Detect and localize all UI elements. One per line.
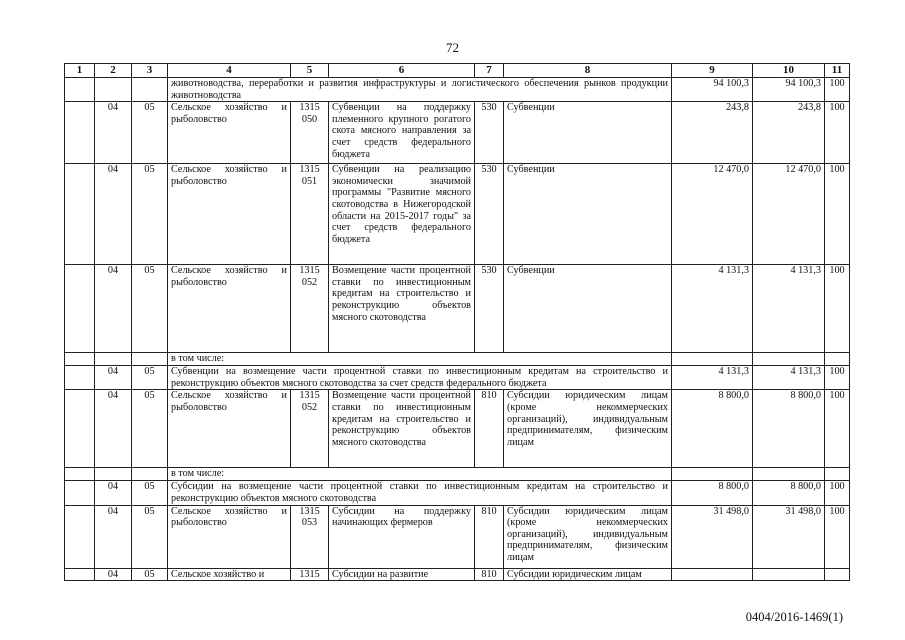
cell-section: 04 xyxy=(95,366,132,390)
cell-percent: 100 xyxy=(825,265,850,353)
table-row-continuation xyxy=(65,78,850,102)
cell-subsection: 05 xyxy=(132,505,168,568)
cell-percent: 100 xyxy=(825,505,850,568)
cell-amount-planned: 4 131,3 xyxy=(672,366,753,390)
cell-expense-name: Субвенции xyxy=(504,164,672,265)
column-header: 4 xyxy=(168,64,291,78)
cell-amount-actual: 8 800,0 xyxy=(753,390,825,468)
table-row xyxy=(65,265,850,353)
cell-empty xyxy=(753,353,825,366)
cell-expense-name: Субсидии юридическим лицам (кроме некоммерческих организаций), индивидуальным предпринимателям, физическим лицам xyxy=(504,505,672,568)
cell-amount-actual: 8 800,0 xyxy=(753,481,825,505)
cell-amount-planned: 8 800,0 xyxy=(672,481,753,505)
cell-expense-type: 810 xyxy=(475,568,504,581)
cell-section: 04 xyxy=(95,265,132,353)
cell-amount-actual: 4 131,3 xyxy=(753,366,825,390)
table-row-label xyxy=(65,468,850,481)
cell-expense-type: 810 xyxy=(475,505,504,568)
table-row xyxy=(65,102,850,164)
cell-amount-actual: 4 131,3 xyxy=(753,265,825,353)
cell-section-name: Сельское хозяйство и рыболовство xyxy=(168,164,291,265)
cell-target-code: 1315 053 xyxy=(291,505,329,568)
cell-amount-planned: 8 800,0 xyxy=(672,390,753,468)
document-code: 0404/2016-1469(1) xyxy=(745,610,843,624)
cell-percent: 100 xyxy=(825,481,850,505)
cell-percent: 100 xyxy=(825,390,850,468)
cell-expense-name: Субвенции xyxy=(504,265,672,353)
cell-expense-name: Субвенции xyxy=(504,102,672,164)
cell-empty xyxy=(132,78,168,102)
cell-description: Возмещение части процентной ставки по инвестиционным кредитам на строительство и реконструкцию объектов мясного скотоводства xyxy=(329,265,475,353)
cell-section-name: Сельское хозяйство и рыболовство xyxy=(168,390,291,468)
cell-subsection: 05 xyxy=(132,568,168,581)
cell-empty xyxy=(65,78,95,102)
cell-percent: 100 xyxy=(825,164,850,265)
page-number: 72 xyxy=(446,40,459,55)
cell-percent xyxy=(825,568,850,581)
column-header: 1 xyxy=(65,64,95,78)
cell-amount-planned: 94 100,3 xyxy=(672,78,753,102)
cell-description: Субсидии на развитие xyxy=(329,568,475,581)
cell-section-name: Сельское хозяйство и рыболовство xyxy=(168,505,291,568)
cell-expense-name: Субсидии юридическим лицам xyxy=(504,568,672,581)
cell-empty xyxy=(65,366,95,390)
cell-empty xyxy=(672,353,753,366)
cell-percent: 100 xyxy=(825,102,850,164)
cell-amount-actual: 94 100,3 xyxy=(753,78,825,102)
cell-empty xyxy=(95,78,132,102)
cell-section-name: Сельское хозяйство и рыболовство xyxy=(168,102,291,164)
cell-amount-planned: 243,8 xyxy=(672,102,753,164)
cell-percent: 100 xyxy=(825,366,850,390)
cell-empty xyxy=(65,164,95,265)
cell-expense-type: 810 xyxy=(475,390,504,468)
cell-description: Возмещение части процентной ставки по инвестиционным кредитам на строительство и реконструкцию объектов мясного скотоводства xyxy=(329,390,475,468)
cell-empty xyxy=(65,568,95,581)
cell-amount-planned: 31 498,0 xyxy=(672,505,753,568)
cell-subsection: 05 xyxy=(132,390,168,468)
cell-subsection: 05 xyxy=(132,481,168,505)
column-header: 3 xyxy=(132,64,168,78)
cell-section: 04 xyxy=(95,102,132,164)
table-row-subitem xyxy=(65,366,850,390)
cell-target-code: 1315 xyxy=(291,568,329,581)
column-header: 10 xyxy=(753,64,825,78)
cell-label: в том числе: xyxy=(168,353,672,366)
column-header: 11 xyxy=(825,64,850,78)
cell-section: 04 xyxy=(95,481,132,505)
cell-empty xyxy=(65,481,95,505)
column-header: 7 xyxy=(475,64,504,78)
cell-amount-planned: 12 470,0 xyxy=(672,164,753,265)
cell-target-code: 1315 051 xyxy=(291,164,329,265)
cell-amount-actual: 31 498,0 xyxy=(753,505,825,568)
table-row xyxy=(65,568,850,581)
cell-expense-name: Субсидии юридическим лицам (кроме некоммерческих организаций), индивидуальным предпринимателям, физическим лицам xyxy=(504,390,672,468)
cell-empty xyxy=(672,468,753,481)
cell-target-code: 1315 052 xyxy=(291,390,329,468)
table-row-label xyxy=(65,353,850,366)
cell-empty xyxy=(65,390,95,468)
cell-section: 04 xyxy=(95,505,132,568)
cell-empty xyxy=(132,468,168,481)
cell-description: Субвенции на поддержку племенного крупного рогатого скота мясного направления за счет средств федерального бюджета xyxy=(329,102,475,164)
cell-empty xyxy=(825,468,850,481)
cell-description: Субвенции на реализацию экономически значимой программы "Развитие мясного скотоводства в Нижегородской области на 2015-2017 годы" за счет средств федерального бюджета xyxy=(329,164,475,265)
column-header: 8 xyxy=(504,64,672,78)
column-header: 2 xyxy=(95,64,132,78)
cell-subsection: 05 xyxy=(132,164,168,265)
cell-empty xyxy=(95,353,132,366)
cell-section-name: Сельское хозяйство и рыболовство xyxy=(168,265,291,353)
cell-expense-type: 530 xyxy=(475,164,504,265)
cell-empty xyxy=(753,468,825,481)
header-row xyxy=(65,64,850,78)
cell-amount-actual: 243,8 xyxy=(753,102,825,164)
cell-subsection: 05 xyxy=(132,265,168,353)
cell-subsection: 05 xyxy=(132,366,168,390)
cell-empty xyxy=(65,505,95,568)
cell-description: Субсидии на поддержку начинающих фермеров xyxy=(329,505,475,568)
cell-label: в том числе: xyxy=(168,468,672,481)
cell-amount-actual: 12 470,0 xyxy=(753,164,825,265)
cell-section: 04 xyxy=(95,164,132,265)
cell-empty xyxy=(65,353,95,366)
cell-amount-actual xyxy=(753,568,825,581)
budget-table xyxy=(64,63,850,581)
table-row xyxy=(65,390,850,468)
column-header: 5 xyxy=(291,64,329,78)
cell-empty xyxy=(65,468,95,481)
table-row xyxy=(65,505,850,568)
table-row xyxy=(65,164,850,265)
column-header: 9 xyxy=(672,64,753,78)
cell-empty xyxy=(65,102,95,164)
cell-empty xyxy=(65,265,95,353)
table-row-subitem xyxy=(65,481,850,505)
cell-section-name: Сельское хозяйство и xyxy=(168,568,291,581)
cell-amount-planned: 4 131,3 xyxy=(672,265,753,353)
cell-empty xyxy=(95,468,132,481)
cell-amount-planned xyxy=(672,568,753,581)
cell-text: Субсидии на возмещение части процентной ставки по инвестиционным кредитам на строительство и реконструкцию объектов мясного скотоводства xyxy=(168,481,672,505)
cell-text: животноводства, переработки и развития инфраструктуры и логистического обеспечения рынков продукции животноводства xyxy=(168,78,672,102)
cell-percent: 100 xyxy=(825,78,850,102)
cell-section: 04 xyxy=(95,568,132,581)
cell-empty xyxy=(132,353,168,366)
cell-text: Субвенции на возмещение части процентной ставки по инвестиционным кредитам на строительство и реконструкцию объектов мясного скотоводства за счет средств федерального бюджета xyxy=(168,366,672,390)
cell-section: 04 xyxy=(95,390,132,468)
cell-target-code: 1315 052 xyxy=(291,265,329,353)
column-header: 6 xyxy=(329,64,475,78)
cell-expense-type: 530 xyxy=(475,265,504,353)
cell-subsection: 05 xyxy=(132,102,168,164)
cell-target-code: 1315 050 xyxy=(291,102,329,164)
cell-expense-type: 530 xyxy=(475,102,504,164)
cell-empty xyxy=(825,353,850,366)
